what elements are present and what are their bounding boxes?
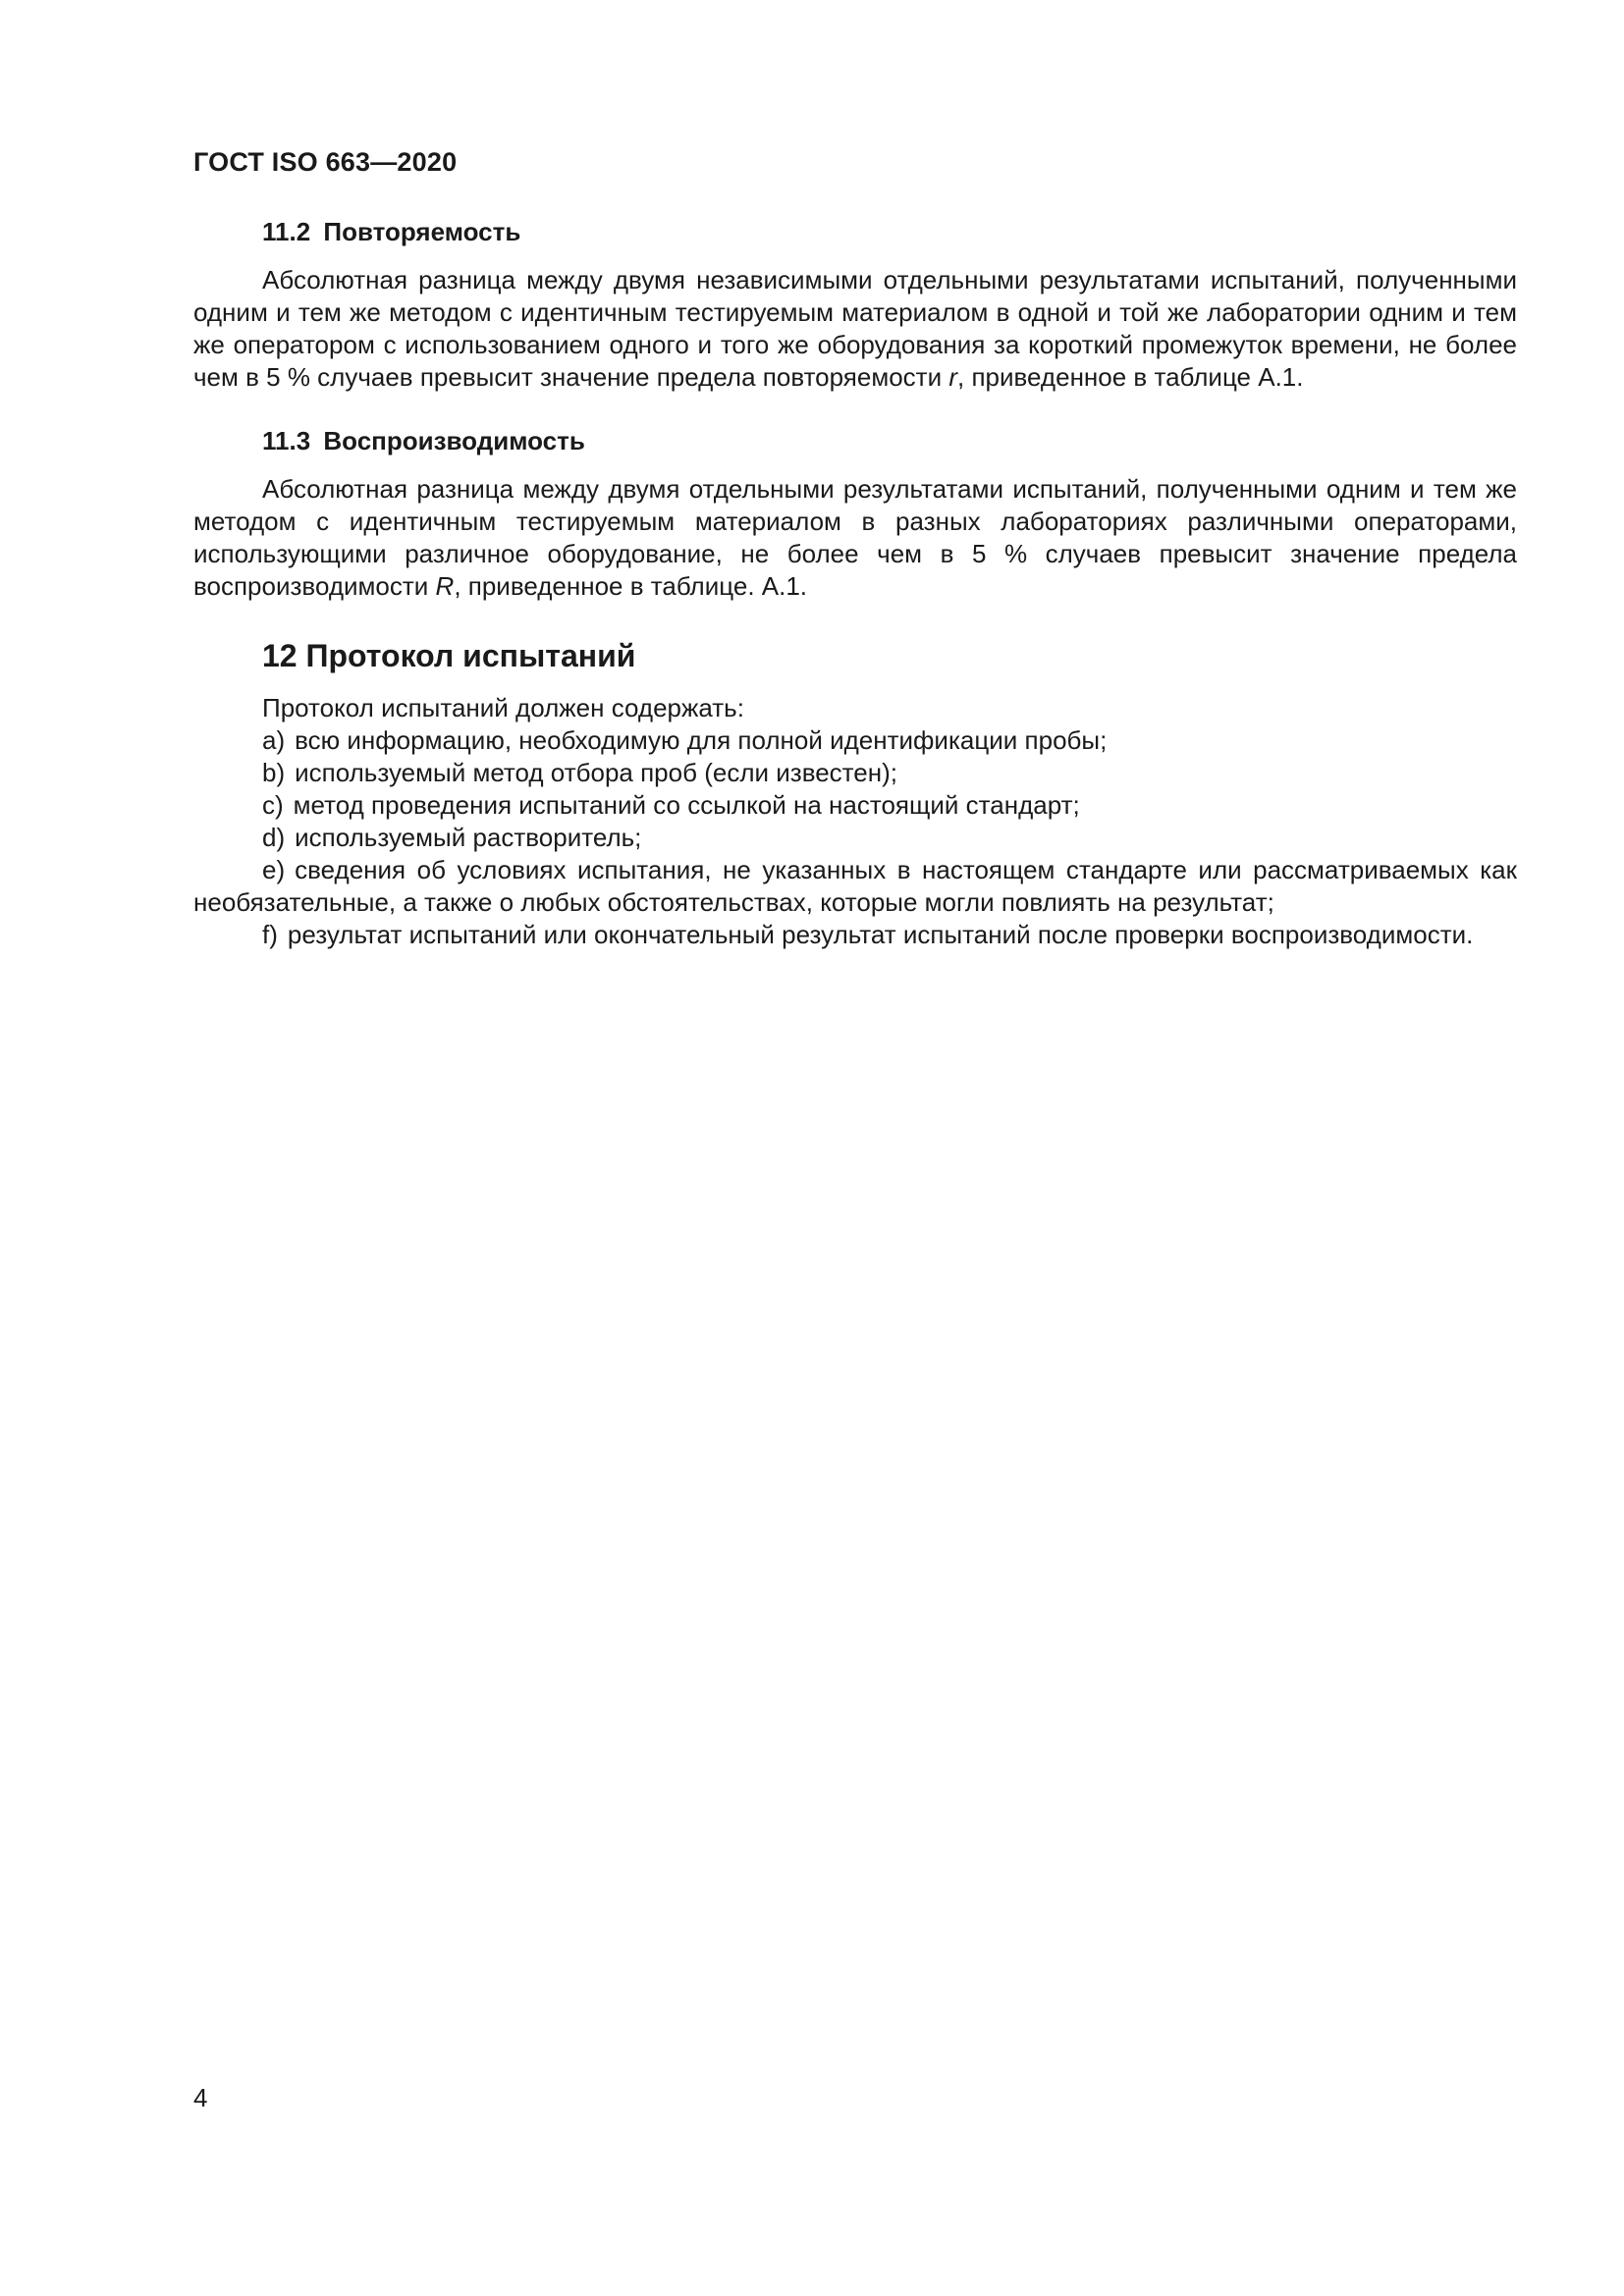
document-header: ГОСТ ISO 663—2020 xyxy=(193,147,458,177)
list-item-mark: f) xyxy=(262,920,278,949)
section-11-3-text-b: , приведенное в таблице. А.1. xyxy=(454,571,808,601)
list-item-mark: d) xyxy=(262,823,286,852)
section-12-title: 12 Протокол испытаний xyxy=(262,638,636,673)
list-item-text: результат испытаний или окончательный результат испытаний после проверки воспроизводимости. xyxy=(287,920,1474,949)
section-11-3-paragraph xyxy=(193,473,1517,603)
list-item xyxy=(193,757,1517,789)
reproducibility-symbol: R xyxy=(435,571,455,601)
section-11-2-paragraph xyxy=(193,264,1517,394)
list-item xyxy=(193,789,1517,822)
list-item-text: используемый метод отбора проб (если известен); xyxy=(295,758,897,787)
list-item-mark: b) xyxy=(262,758,286,787)
section-11-2-text-b: , приведенное в таблице А.1. xyxy=(957,362,1304,392)
list-item xyxy=(193,919,1517,951)
list-item-mark: e) xyxy=(262,855,286,884)
list-item-mark: a) xyxy=(262,725,286,755)
section-12-intro: Протокол испытаний должен содержать: xyxy=(262,693,744,722)
list-item-text: всю информацию, необходимую для полной идентификации пробы; xyxy=(295,725,1108,755)
list-item xyxy=(193,854,1517,919)
list-item-text: метод проведения испытаний со ссылкой на настоящий стандарт; xyxy=(293,790,1080,820)
section-11-2-title: 11.2 Повторяемость xyxy=(262,217,521,246)
document-body xyxy=(193,216,1517,951)
section-11-3-text-a: Абсолютная разница между двумя отдельными результатами испытаний, полученными одним и тем же методом с идентичным тестируемым материалом в разных лабораториях различными операторами, использующими различное оборудование, не более чем в 5 % случаев превысит значение предела воспроизводимости xyxy=(193,474,1517,601)
list-item-text: сведения об условиях испытания, не указанных в настоящем стандарте или рассматриваемых как необязательные, а также о любых обстоятельствах, которые могли повлиять на результат; xyxy=(193,855,1517,917)
section-11-3-title: 11.3 Воспроизводимость xyxy=(262,426,585,455)
repeatability-symbol: r xyxy=(948,362,958,392)
list-item xyxy=(193,822,1517,854)
section-11-2-text-a: Абсолютная разница между двумя независимыми отдельными результатами испытаний, полученными одним и тем же методом с идентичным тестируемым материалом в одной и той же лаборатории одним и тем же оператором с использованием одного и того же оборудования за короткий промежуток времени, не более чем в 5 % случаев превысит значение предела повторяемости xyxy=(193,265,1517,392)
list-item xyxy=(193,724,1517,757)
list-item-text: используемый растворитель; xyxy=(295,823,642,852)
page-number: 4 xyxy=(193,2083,208,2112)
list-item-mark: c) xyxy=(262,790,284,820)
